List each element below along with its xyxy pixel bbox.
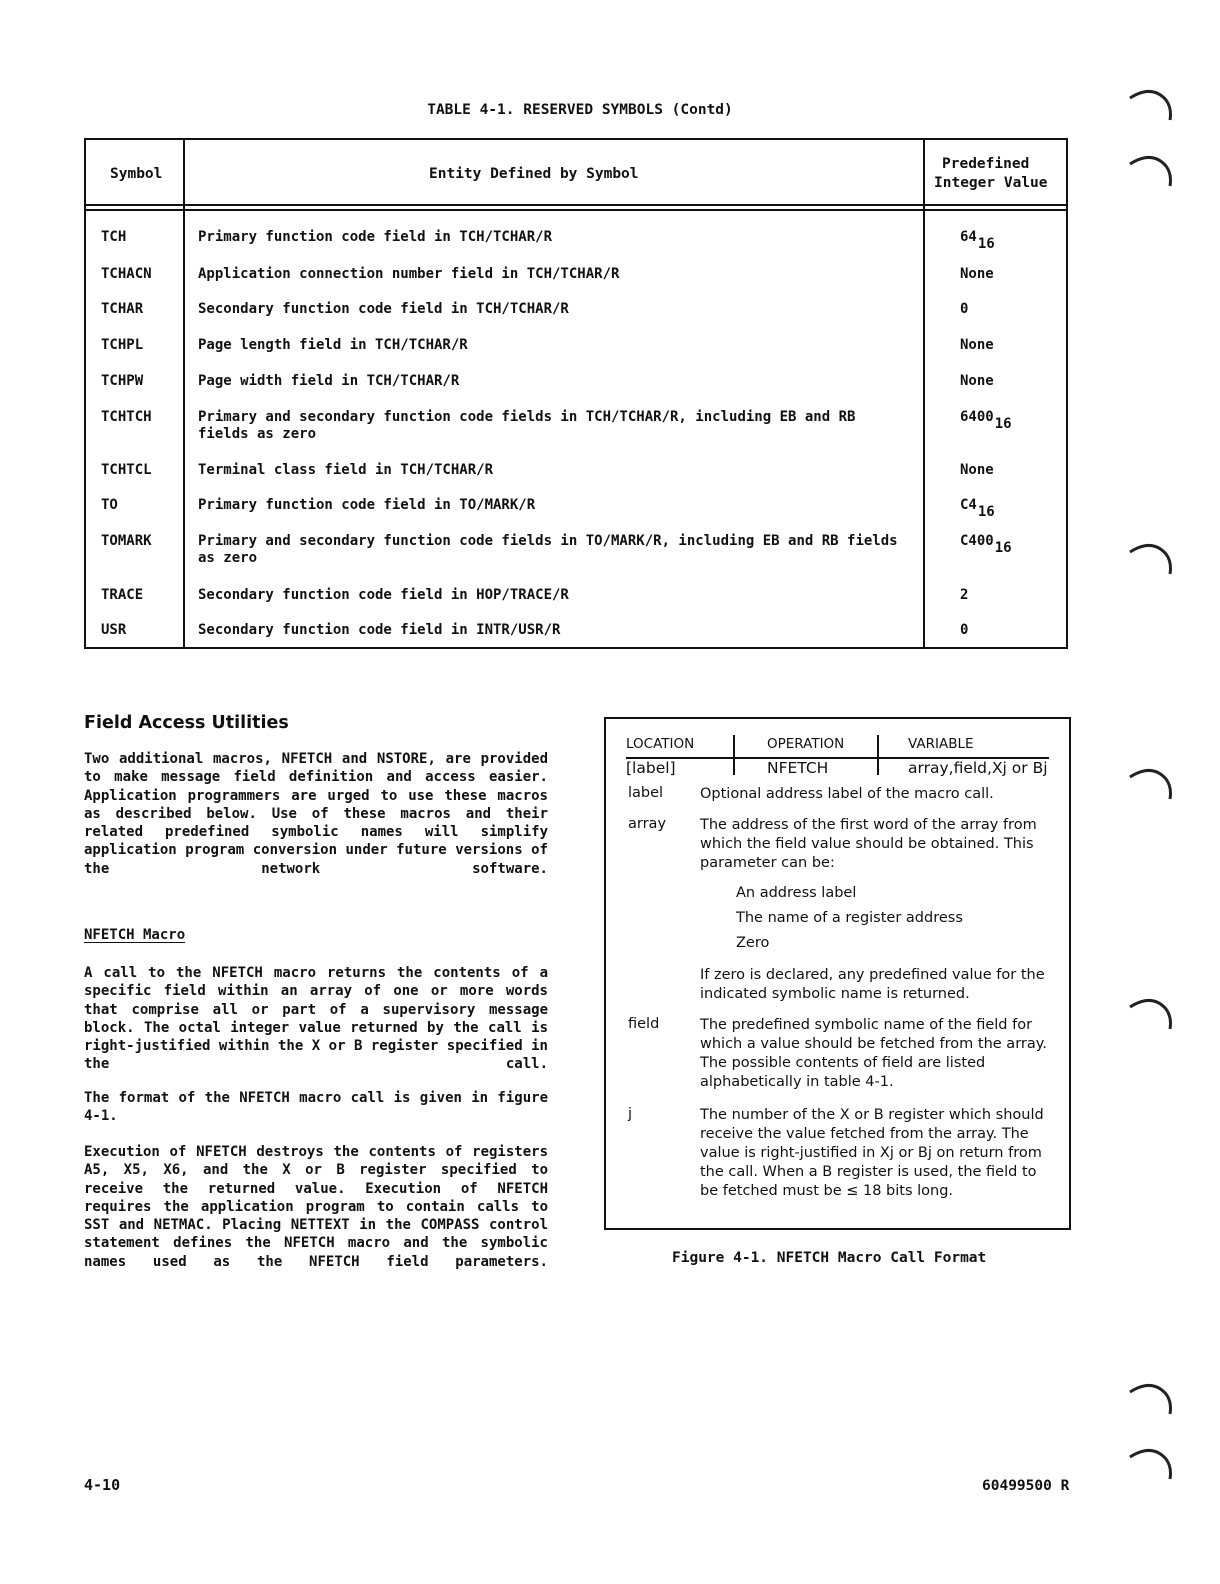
param-array-desc: The address of the first word of the array from which the field value should be obtained. This parameter can be: xyxy=(700,817,1037,871)
param-j-name: j xyxy=(628,1106,633,1122)
format-paragraph: The format of the NFETCH macro call is given in figure 4-1. xyxy=(84,1090,548,1125)
punch-hole-mark xyxy=(1124,1380,1180,1420)
punch-hole-mark xyxy=(1124,86,1180,126)
value-subscript: 16 xyxy=(977,504,995,520)
row-entity: Application connection number field in TCH/TCHAR/R xyxy=(198,266,620,282)
row-value: None xyxy=(960,462,994,478)
header-symbol: Symbol xyxy=(110,166,163,182)
array-option: The name of a register address xyxy=(736,910,963,926)
row-entity: Secondary function code field in INTR/USR/R xyxy=(198,622,561,638)
intro-paragraph: Two additional macros, NFETCH and NSTORE, are provided to make message field definition and access easier. Application programmers are urged to use these macros as described below. Use of these macros and their related predefined symbolic names will simplify application program conversion under future versions of the network software. xyxy=(84,751,548,877)
row-value: None xyxy=(960,266,994,282)
value-subscript: 16 xyxy=(994,540,1012,556)
row-entity: Secondary function code field in TCH/TCHAR/R xyxy=(198,301,569,317)
value-subscript: 16 xyxy=(994,416,1012,432)
row-value: 0 xyxy=(960,622,969,638)
param-label-desc: Optional address label of the macro call. xyxy=(700,786,994,802)
row-entity: Primary and secondary function code fields in TO/MARK/R, including EB and RB fields as zero xyxy=(198,533,898,566)
reserved-symbols-table xyxy=(84,138,1068,649)
column-divider xyxy=(183,140,185,647)
row-value: $6400_{16}$ xyxy=(960,409,1012,432)
header-entity: Entity Defined by Symbol xyxy=(429,166,639,182)
param-label-name: label xyxy=(628,785,664,801)
param-field-name: field xyxy=(628,1016,660,1032)
header-value-line1: Predefined xyxy=(942,156,1030,172)
call-location: [label] xyxy=(626,759,676,777)
array-option: Zero xyxy=(736,935,770,951)
row-symbol: TCHPL xyxy=(101,337,144,353)
row-entity: Terminal class field in TCH/TCHAR/R xyxy=(198,462,494,478)
figure-caption: Figure 4-1. NFETCH Macro Call Format xyxy=(672,1250,987,1266)
row-entity: Secondary function code field in HOP/TRACE/R xyxy=(198,587,569,603)
figure-header-operation: OPERATION xyxy=(767,736,845,752)
call-variable: array,field,Xj or Bj xyxy=(908,759,1048,777)
row-value: $C400_{16}$ xyxy=(960,533,1012,556)
row-symbol: TCHTCH xyxy=(101,409,152,425)
punch-hole-mark xyxy=(1124,540,1180,580)
value-subscript: 16 xyxy=(977,236,995,252)
row-symbol: TCH xyxy=(101,229,127,245)
row-entity: Primary function code field in TCH/TCHAR/R xyxy=(198,229,553,245)
call-operation: NFETCH xyxy=(767,759,829,777)
param-array-note: If zero is declared, any predefined value for the indicated symbolic name is returned. xyxy=(700,967,1045,1002)
row-symbol: TCHTCL xyxy=(101,462,152,478)
column-bar xyxy=(733,735,735,775)
punch-hole-mark xyxy=(1124,152,1180,192)
row-symbol: TCHAR xyxy=(101,301,144,317)
column-bar xyxy=(877,735,879,775)
figure-header-variable: VARIABLE xyxy=(908,736,974,752)
row-symbol: TO xyxy=(101,497,118,513)
row-value: $C4_{16}$ xyxy=(960,497,995,520)
row-entity: Primary function code field in TO/MARK/R xyxy=(198,497,536,513)
document-number: 60499500 R xyxy=(982,1478,1070,1494)
row-entity: Page length field in TCH/TCHAR/R xyxy=(198,337,468,353)
row-value: None xyxy=(960,373,994,389)
param-array-name: array xyxy=(628,816,667,832)
section-title: Field Access Utilities xyxy=(84,713,289,733)
nfetch-format-figure xyxy=(604,717,1071,1230)
row-symbol: USR xyxy=(101,622,127,638)
nfetch-description-paragraph: A call to the NFETCH macro returns the contents of a specific field within an array of one or more words that comprise all or part of a supervisory message block. The octal integer value returned by the call is right-justified within the X or B register specified in the call. xyxy=(84,965,548,1073)
row-symbol: TRACE xyxy=(101,587,144,603)
header-rule xyxy=(86,209,1066,211)
row-value: 0 xyxy=(960,301,969,317)
row-value: None xyxy=(960,337,994,353)
row-symbol: TCHPW xyxy=(101,373,144,389)
punch-hole-mark xyxy=(1124,1445,1180,1485)
array-option: An address label xyxy=(736,885,857,901)
header-rule xyxy=(86,204,1066,206)
figure-header-location: LOCATION xyxy=(626,736,695,752)
execution-paragraph: Execution of NFETCH destroys the contents of registers A5, X5, X6, and the X or B register specified to receive the returned value. Execution of NFETCH requires the application program to contain calls to SST and NETMAC. Placing NETTEXT in the COMPASS control statement defines the NFETCH macro and the symbolic names used as the NFETCH field parameters. xyxy=(84,1144,548,1270)
param-field-desc: The predefined symbolic name of the field for which a value should be fetched from the array. The possible contents of field are listed alphabetically in table 4-1. xyxy=(700,1017,1047,1090)
row-value: $64_{16}$ xyxy=(960,229,995,252)
row-entity: Page width field in TCH/TCHAR/R xyxy=(198,373,460,389)
header-value-line2: Integer Value xyxy=(934,175,1048,191)
nfetch-subheading: NFETCH Macro xyxy=(84,927,186,943)
row-entity: Primary and secondary function code fields in TCH/TCHAR/R, including EB and RB fields as zero xyxy=(198,409,856,442)
page-number: 4-10 xyxy=(84,1476,121,1494)
row-symbol: TOMARK xyxy=(101,533,152,549)
row-symbol: TCHACN xyxy=(101,266,152,282)
punch-hole-mark xyxy=(1124,995,1180,1035)
param-j-desc: The number of the X or B register which should receive the value fetched from the array. The value is right-justified in Xj or Bj on return from the call. When a B register is used, the field to be fetched must be ≤ 18 bits long. xyxy=(700,1107,1044,1199)
table-title: TABLE 4-1. RESERVED SYMBOLS (Contd) xyxy=(427,102,733,118)
column-divider xyxy=(923,140,925,647)
punch-hole-mark xyxy=(1124,765,1180,805)
row-value: 2 xyxy=(960,587,969,603)
